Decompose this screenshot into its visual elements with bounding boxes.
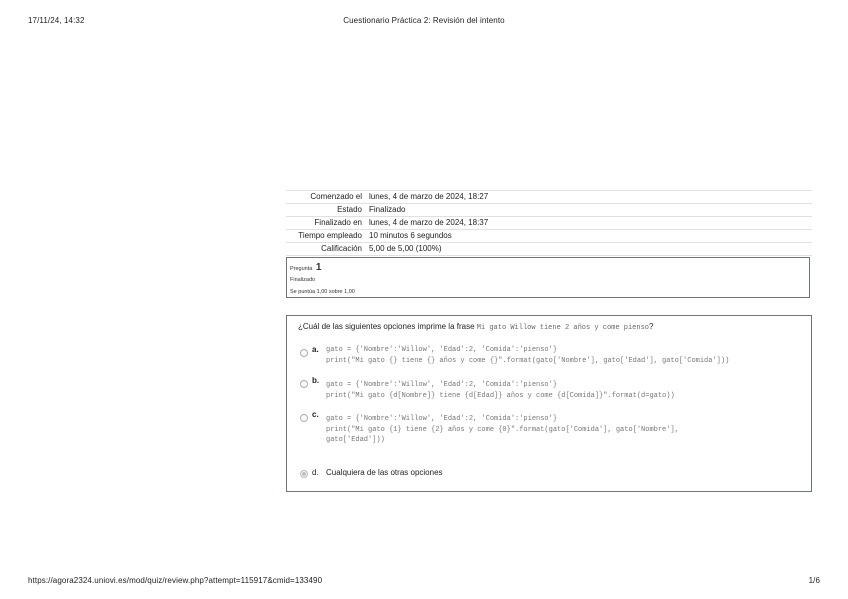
question-code-phrase: Mi gato Willow tiene 2 años y come pienso [476, 324, 649, 332]
question-text-before: ¿Cuál de las siguientes opciones imprime la frase [298, 322, 477, 331]
print-page-title: Cuestionario Práctica 2: Revisión del intento [343, 16, 505, 25]
answer-letter: d. [312, 468, 319, 477]
summary-row-finished [286, 216, 812, 229]
radio-button[interactable] [300, 380, 308, 388]
answer-letter: c. [312, 410, 319, 419]
answer-letter: a. [312, 345, 319, 354]
summary-label: Comenzado el [310, 192, 362, 201]
answer-text: Cualquiera de las otras opciones [326, 468, 443, 477]
radio-button-selected[interactable] [300, 470, 308, 478]
summary-value: 10 minutos 6 segundos [369, 231, 452, 240]
answer-code: gato = {'Nombre':'Willow', 'Edad':2, 'Comida':'pienso'} print("Mi gato {1} tiene {2} años y come {0}".format(gato['Comida'], gato['Nombre'], gato['Edad'])) [326, 415, 679, 444]
summary-label: Calificación [321, 244, 362, 253]
summary-row-started [286, 190, 812, 203]
print-datetime: 17/11/24, 14:32 [28, 16, 85, 25]
radio-button[interactable] [300, 414, 308, 422]
attempt-summary-table [286, 190, 812, 256]
summary-row-time-taken [286, 229, 812, 242]
summary-label: Finalizado en [314, 218, 362, 227]
question-text-after: ? [648, 322, 654, 331]
question-label: Pregunta [290, 266, 313, 272]
summary-label: Tiempo empleado [298, 231, 362, 240]
question-info-box [286, 257, 810, 298]
answer-code: gato = {'Nombre':'Willow', 'Edad':2, 'Comida':'pienso'} print("Mi gato {d[Nombre]} tiene {d[Edad]} años y come {d[Comida]}".format(d=gato)) [326, 381, 675, 400]
answer-letter: b. [312, 376, 320, 385]
answer-code: gato = {'Nombre':'Willow', 'Edad':2, 'Comida':'pienso'} print("Mi gato {} tiene {} años y come {}".format(gato['Nombre'], gato['Edad'], gato['Comida'])) [326, 346, 730, 365]
question-grade: Se puntúa 1,00 sobre 1,00 [290, 289, 355, 295]
summary-row-state [286, 203, 812, 216]
question-content-box [286, 315, 812, 492]
summary-label: Estado [337, 205, 362, 214]
summary-value: 5,00 de 5,00 (100%) [369, 244, 442, 253]
summary-value: lunes, 4 de marzo de 2024, 18:27 [369, 192, 489, 201]
question-state: Finalizado [290, 277, 316, 283]
summary-row-grade [286, 242, 812, 256]
summary-value: Finalizado [369, 205, 406, 214]
radio-button[interactable] [300, 349, 308, 357]
question-text [298, 322, 653, 332]
question-number-value: 1 [315, 262, 322, 273]
summary-value: lunes, 4 de marzo de 2024, 18:37 [369, 218, 489, 227]
print-url: https://agora2324.uniovi.es/mod/quiz/review.php?attempt=115917&cmid=133490 [28, 576, 323, 585]
print-page-number: 1/6 [808, 576, 820, 585]
question-number [290, 262, 806, 274]
